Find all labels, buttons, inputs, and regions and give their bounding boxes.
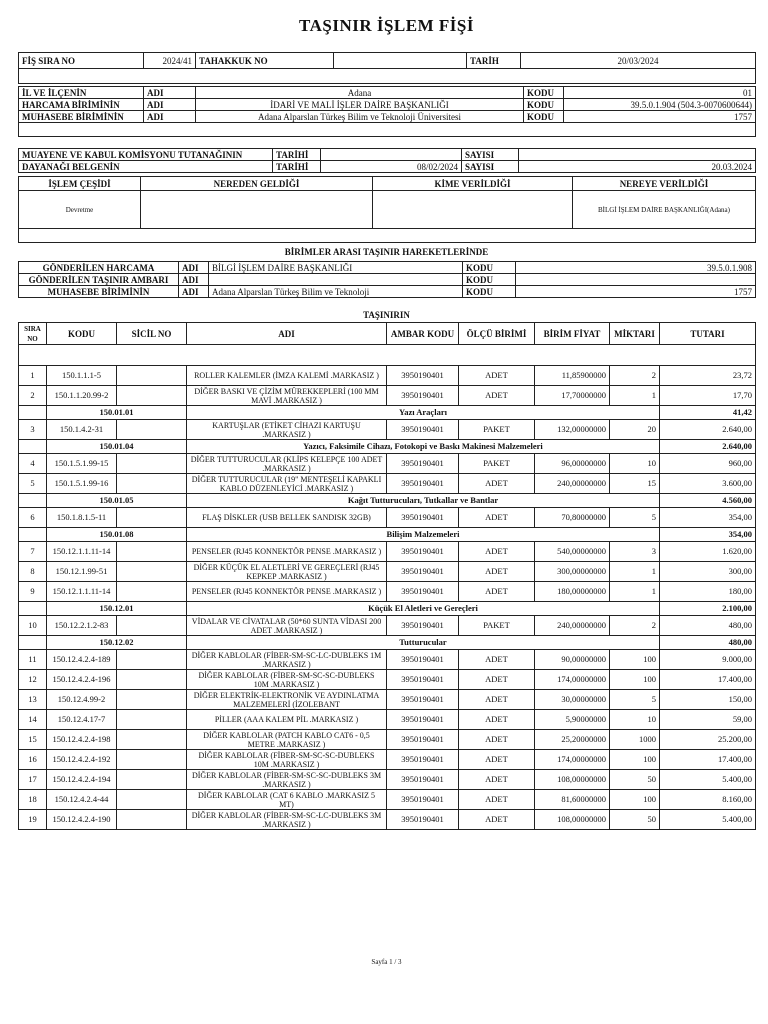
item-price: 17,70000000	[535, 386, 610, 406]
item-row	[19, 474, 756, 494]
item-ambar: 3950190401	[387, 710, 459, 730]
item-row	[19, 770, 756, 790]
islem-cesidi-label: İŞLEM ÇEŞİDİ	[19, 177, 141, 191]
subtotal-code: 150.01.05	[47, 494, 187, 508]
header-table	[18, 52, 756, 84]
item-qty: 2	[610, 366, 660, 386]
item-code: 150.12.4.17-7	[47, 710, 117, 730]
item-price: 300,00000000	[535, 562, 610, 582]
item-unit: ADET	[459, 474, 535, 494]
item-code: 150.12.1.1.11-14	[47, 542, 117, 562]
item-ambar: 3950190401	[387, 810, 459, 830]
item-unit: ADET	[459, 582, 535, 602]
dayanagi-sayisi: 20.03.2024	[519, 161, 756, 173]
item-code: 150.12.1.1.11-14	[47, 582, 117, 602]
nereden-label: NEREDEN GELDİĞİ	[141, 177, 373, 191]
harcama-kodu: 39.5.0.1.904 (504.3-0070600644)	[564, 99, 756, 111]
item-price: 30,00000000	[535, 690, 610, 710]
item-price: 540,00000000	[535, 542, 610, 562]
item-price: 132,00000000	[535, 420, 610, 440]
item-name: PENSELER (RJ45 KONNEKTÖR PENSE .MARKASIZ )	[187, 542, 387, 562]
item-row	[19, 790, 756, 810]
item-row	[19, 616, 756, 636]
subtotal-code: 150.12.02	[47, 636, 187, 650]
item-qty: 1	[610, 562, 660, 582]
gonderilen-ambar-kodu	[516, 274, 756, 286]
item-qty: 1000	[610, 730, 660, 750]
item-price: 96,00000000	[535, 454, 610, 474]
dayanagi-sayisi-label: SAYISI	[462, 161, 519, 173]
item-sicil	[117, 366, 187, 386]
item-sicil	[117, 616, 187, 636]
item-no: 16	[19, 750, 47, 770]
item-name: KARTUŞLAR (ETİKET CİHAZI KARTUŞU .MARKASIZ )	[187, 420, 387, 440]
col-kodu: KODU	[47, 323, 117, 345]
subtotal-row	[19, 494, 756, 508]
item-sicil	[117, 582, 187, 602]
item-row	[19, 810, 756, 830]
dayanagi-tarihi-label: TARİHİ	[273, 161, 321, 173]
subtotal-label: Kağıt Tutturucuları, Tutkallar ve Bantlar	[187, 494, 660, 508]
item-no: 3	[19, 420, 47, 440]
item-name: DİĞER KABLOLAR (CAT 6 KABLO .MARKASIZ 5 MT)	[187, 790, 387, 810]
item-row	[19, 670, 756, 690]
item-ambar: 3950190401	[387, 542, 459, 562]
item-total: 8.160,00	[660, 790, 756, 810]
item-ambar: 3950190401	[387, 790, 459, 810]
item-code: 150.12.4.2.4-198	[47, 730, 117, 750]
subtotal-row	[19, 406, 756, 420]
item-code: 150.12.4.2.4-196	[47, 670, 117, 690]
transfer-section-title: BİRİMLER ARASI TAŞINIR HAREKETLERİNDE	[284, 247, 489, 257]
item-price: 174,00000000	[535, 750, 610, 770]
item-sicil	[117, 690, 187, 710]
item-total: 300,00	[660, 562, 756, 582]
il-kodu-label: KODU	[524, 87, 564, 99]
col-tutar: TUTARI	[660, 323, 756, 345]
muhasebe-kodu: 1757	[564, 111, 756, 123]
transfer-muhasebe-adi-label: ADI	[179, 286, 209, 298]
subtotal-spacer	[19, 406, 47, 420]
subtotal-code: 150.01.04	[47, 440, 187, 454]
item-name: DİĞER TUTTURUCULAR (19" MENTEŞELİ KAPAKLI KABLO DÜZENLEYİCİ .MARKASIZ )	[187, 474, 387, 494]
item-name: DİĞER ELEKTRİK-ELEKTRONİK VE AYDINLATMA MALZEMELERİ (İZOLEBANT	[187, 690, 387, 710]
nereden-geldigi	[141, 191, 373, 229]
item-total: 180,00	[660, 582, 756, 602]
item-price: 81,60000000	[535, 790, 610, 810]
item-row	[19, 454, 756, 474]
item-total: 9.000,00	[660, 650, 756, 670]
item-name: VİDALAR VE CİVATALAR (50*60 SUNTA VİDASI 200 ADET .MARKASIZ )	[187, 616, 387, 636]
item-price: 174,00000000	[535, 670, 610, 690]
item-unit: PAKET	[459, 420, 535, 440]
item-total: 23,72	[660, 366, 756, 386]
gonderilen-harcama-label: GÖNDERİLEN HARCAMA	[19, 262, 179, 274]
spacer-row	[19, 229, 756, 243]
item-unit: ADET	[459, 670, 535, 690]
item-name: DİĞER TUTTURUCULAR (KLİPS KELEPÇE 100 ADET .MARKASIZ )	[187, 454, 387, 474]
item-name: PİLLER (AAA KALEM PİL .MARKASIZ )	[187, 710, 387, 730]
gonderilen-harcama-kodu: 39.5.0.1.908	[516, 262, 756, 274]
subtotal-row	[19, 602, 756, 616]
item-price: 70,80000000	[535, 508, 610, 528]
item-sicil	[117, 542, 187, 562]
il-label: İL VE İLÇENİN	[19, 87, 144, 99]
item-code: 150.1.5.1.99-15	[47, 454, 117, 474]
item-unit: ADET	[459, 810, 535, 830]
item-ambar: 3950190401	[387, 366, 459, 386]
item-price: 25,20000000	[535, 730, 610, 750]
item-row	[19, 542, 756, 562]
gonderilen-ambar-label: GÖNDERİLEN TAŞINIR AMBARI	[19, 274, 179, 286]
subtotal-spacer	[19, 636, 47, 650]
kime-label: KİME VERİLDİĞİ	[373, 177, 573, 191]
muhasebe-label: MUHASEBE BİRİMİNİN	[19, 111, 144, 123]
subtotal-spacer	[19, 528, 47, 542]
item-code: 150.12.4.2.4-44	[47, 790, 117, 810]
item-row	[19, 582, 756, 602]
item-no: 15	[19, 730, 47, 750]
item-total: 17.400,00	[660, 670, 756, 690]
item-sicil	[117, 730, 187, 750]
item-qty: 10	[610, 710, 660, 730]
item-unit: ADET	[459, 562, 535, 582]
item-name: DİĞER KABLOLAR (FİBER-SM-SC-SC-DUBLEKS 10M .MARKASIZ )	[187, 670, 387, 690]
item-no: 19	[19, 810, 47, 830]
item-ambar: 3950190401	[387, 616, 459, 636]
item-no: 4	[19, 454, 47, 474]
nereye-label: NEREYE VERİLDİĞİ	[573, 177, 756, 191]
harcama-adi-label: ADI	[144, 99, 196, 111]
fis-sira-no: 2024/41	[144, 53, 196, 69]
item-price: 240,00000000	[535, 474, 610, 494]
item-qty: 50	[610, 770, 660, 790]
subtotal-row	[19, 440, 756, 454]
item-ambar: 3950190401	[387, 770, 459, 790]
item-qty: 3	[610, 542, 660, 562]
dayanagi-label: DAYANAĞI BELGENİN	[19, 161, 273, 173]
form-title: TAŞINIR İŞLEM FİŞİ	[299, 16, 474, 35]
item-no: 17	[19, 770, 47, 790]
item-total: 480,00	[660, 616, 756, 636]
subtotal-code: 150.01.08	[47, 528, 187, 542]
item-no: 14	[19, 710, 47, 730]
muayene-sayisi-label: SAYISI	[462, 149, 519, 161]
item-ambar: 3950190401	[387, 562, 459, 582]
item-ambar: 3950190401	[387, 730, 459, 750]
item-qty: 1	[610, 582, 660, 602]
item-qty: 2	[610, 616, 660, 636]
item-code: 150.12.4.2.4-192	[47, 750, 117, 770]
subtotal-label: Bilişim Malzemeleri	[187, 528, 660, 542]
units-table	[18, 86, 756, 137]
item-name: DİĞER KABLOLAR (FİBER-SM-SC-LC-DUBLEKS 1M .MARKASIZ )	[187, 650, 387, 670]
page-footer: Sayfa 1 / 3	[371, 958, 402, 966]
item-sicil	[117, 670, 187, 690]
item-qty: 20	[610, 420, 660, 440]
item-sicil	[117, 508, 187, 528]
subtotal-label: Yazıcı, Faksimile Cihazı, Fotokopi ve Baskı Makinesi Malzemeleri	[187, 440, 660, 454]
item-name: DİĞER BASKI VE ÇİZİM MÜREKKEPLERİ (100 MM MAVİ .MARKASIZ )	[187, 386, 387, 406]
item-total: 17,70	[660, 386, 756, 406]
item-no: 11	[19, 650, 47, 670]
item-total: 960,00	[660, 454, 756, 474]
item-total: 3.600,00	[660, 474, 756, 494]
item-code: 150.12.2.1.2-83	[47, 616, 117, 636]
item-qty: 1	[610, 386, 660, 406]
harcama-kodu-label: KODU	[524, 99, 564, 111]
items-body	[19, 366, 756, 830]
item-unit: ADET	[459, 366, 535, 386]
muayene-label: MUAYENE VE KABUL KOMİSYONU TUTANAĞININ	[19, 149, 273, 161]
transfer-muhasebe-label: MUHASEBE BİRİMİNİN	[19, 286, 179, 298]
item-price: 5,90000000	[535, 710, 610, 730]
item-ambar: 3950190401	[387, 750, 459, 770]
dayanagi-tarihi: 08/02/2024	[321, 161, 462, 173]
item-name: DİĞER KABLOLAR (FİBER-SM-SC-LC-DUBLEKS 3M .MARKASIZ )	[187, 810, 387, 830]
item-unit: ADET	[459, 650, 535, 670]
item-sicil	[117, 562, 187, 582]
subtotal-code: 150.12.01	[47, 602, 187, 616]
item-sicil	[117, 750, 187, 770]
item-unit: ADET	[459, 542, 535, 562]
tahakkuk-no-label: TAHAKKUK NO	[196, 53, 334, 69]
item-sicil	[117, 790, 187, 810]
item-code: 150.12.4.2.4-189	[47, 650, 117, 670]
item-total: 1.620,00	[660, 542, 756, 562]
gonderilen-ambar-kodu-label: KODU	[463, 274, 516, 286]
spacer-row	[19, 123, 756, 137]
col-olcu: ÖLÇÜ BİRİMİ	[459, 323, 535, 345]
item-unit: ADET	[459, 790, 535, 810]
subtotal-row	[19, 636, 756, 650]
items-section-title: TAŞINIRIN	[363, 310, 410, 320]
item-row	[19, 750, 756, 770]
col-fiyat: BİRİM FİYAT	[535, 323, 610, 345]
islem-cesidi: Devretme	[19, 191, 141, 229]
item-row	[19, 730, 756, 750]
item-code: 150.12.1.99-51	[47, 562, 117, 582]
item-name: DİĞER KABLOLAR (FİBER-SM-SC-SC-DUBLEKS 10M .MARKASIZ )	[187, 750, 387, 770]
item-qty: 100	[610, 670, 660, 690]
item-sicil	[117, 454, 187, 474]
item-code: 150.1.4.2-31	[47, 420, 117, 440]
item-ambar: 3950190401	[387, 454, 459, 474]
subtotal-row	[19, 528, 756, 542]
kime-verildigi	[373, 191, 573, 229]
tahakkuk-no	[334, 53, 467, 69]
subtotal-spacer	[19, 602, 47, 616]
item-price: 108,00000000	[535, 770, 610, 790]
item-ambar: 3950190401	[387, 690, 459, 710]
item-name: DİĞER KÜÇÜK EL ALETLERİ VE GEREÇLERİ (RJ45 KEPKEP .MARKASIZ )	[187, 562, 387, 582]
item-price: 180,00000000	[535, 582, 610, 602]
items-table	[18, 322, 756, 830]
item-ambar: 3950190401	[387, 386, 459, 406]
il-adi-label: ADI	[144, 87, 196, 99]
item-ambar: 3950190401	[387, 582, 459, 602]
item-no: 6	[19, 508, 47, 528]
item-qty: 100	[610, 650, 660, 670]
gonderilen-ambar-adi	[209, 274, 463, 286]
item-ambar: 3950190401	[387, 670, 459, 690]
item-price: 108,00000000	[535, 810, 610, 830]
item-ambar: 3950190401	[387, 474, 459, 494]
item-total: 17.400,00	[660, 750, 756, 770]
item-unit: PAKET	[459, 454, 535, 474]
nereye-verildigi: BİLGİ İŞLEM DAİRE BAŞKANLIĞI(Adana)	[573, 191, 756, 229]
item-no: 13	[19, 690, 47, 710]
item-code: 150.12.4.2.4-190	[47, 810, 117, 830]
item-name: DİĞER KABLOLAR (FİBER-SM-SC-SC-DUBLEKS 3M .MARKASIZ )	[187, 770, 387, 790]
muhasebe-adi: Adana Alparslan Türkeş Bilim ve Teknoloji Üniversitesi	[196, 111, 524, 123]
item-unit: ADET	[459, 750, 535, 770]
harcama-adi: İDARİ VE MALİ İŞLER DAİRE BAŞKANLIĞI	[196, 99, 524, 111]
item-qty: 100	[610, 750, 660, 770]
item-no: 8	[19, 562, 47, 582]
item-no: 18	[19, 790, 47, 810]
item-unit: ADET	[459, 690, 535, 710]
item-sicil	[117, 474, 187, 494]
blank-row	[19, 345, 756, 366]
item-no: 5	[19, 474, 47, 494]
item-code: 150.12.4.99-2	[47, 690, 117, 710]
item-ambar: 3950190401	[387, 420, 459, 440]
subtotal-label: Tutturucular	[187, 636, 660, 650]
col-sira: SIRA NO	[19, 323, 47, 345]
harcama-label: HARCAMA BİRİMİNİN	[19, 99, 144, 111]
item-price: 11,85900000	[535, 366, 610, 386]
item-no: 2	[19, 386, 47, 406]
muhasebe-kodu-label: KODU	[524, 111, 564, 123]
gonderilen-ambar-adi-label: ADI	[179, 274, 209, 286]
col-ambar: AMBAR KODU	[387, 323, 459, 345]
il-kodu: 01	[564, 87, 756, 99]
muayene-tarihi-label: TARİHİ	[273, 149, 321, 161]
item-qty: 5	[610, 690, 660, 710]
item-code: 150.1.1.20.99-2	[47, 386, 117, 406]
item-total: 2.640,00	[660, 420, 756, 440]
item-no: 12	[19, 670, 47, 690]
col-adi: ADI	[187, 323, 387, 345]
transfer-muhasebe-kodu: 1757	[516, 286, 756, 298]
item-qty: 100	[610, 790, 660, 810]
item-sicil	[117, 386, 187, 406]
gonderilen-harcama-kodu-label: KODU	[463, 262, 516, 274]
subtotal-amount: 4.560,00	[660, 494, 756, 508]
subtotal-amount: 480,00	[660, 636, 756, 650]
col-sicil: SİCİL NO	[117, 323, 187, 345]
item-price: 90,00000000	[535, 650, 610, 670]
muhasebe-adi-label: ADI	[144, 111, 196, 123]
subtotal-code: 150.01.01	[47, 406, 187, 420]
item-sicil	[117, 650, 187, 670]
item-code: 150.1.5.1.99-16	[47, 474, 117, 494]
item-name: ROLLER KALEMLER (İMZA KALEMİ .MARKASIZ )	[187, 366, 387, 386]
spacer-row	[19, 69, 756, 84]
item-sicil	[117, 420, 187, 440]
item-sicil	[117, 710, 187, 730]
item-row	[19, 508, 756, 528]
refs-table	[18, 148, 756, 173]
subtotal-amount: 2.100,00	[660, 602, 756, 616]
tarih: 20/03/2024	[521, 53, 756, 69]
subtotal-spacer	[19, 494, 47, 508]
item-name: FLAŞ DİSKLER (USB BELLEK SANDISK 32GB)	[187, 508, 387, 528]
item-unit: ADET	[459, 710, 535, 730]
tarih-label: TARİH	[467, 53, 521, 69]
item-row	[19, 562, 756, 582]
transfer-muhasebe-kodu-label: KODU	[463, 286, 516, 298]
item-total: 5.400,00	[660, 770, 756, 790]
col-miktar: MİKTARI	[610, 323, 660, 345]
item-unit: ADET	[459, 770, 535, 790]
item-ambar: 3950190401	[387, 650, 459, 670]
item-ambar: 3950190401	[387, 508, 459, 528]
fis-sira-no-label: FİŞ SIRA NO	[19, 53, 144, 69]
item-no: 7	[19, 542, 47, 562]
subtotal-label: Yazı Araçları	[187, 406, 660, 420]
gonderilen-harcama-adi-label: ADI	[179, 262, 209, 274]
item-name: DİĞER KABLOLAR (PATCH KABLO CAT6 - 0,5 METRE .MARKASIZ )	[187, 730, 387, 750]
item-total: 354,00	[660, 508, 756, 528]
item-total: 5.400,00	[660, 810, 756, 830]
item-code: 150.1.8.1.5-11	[47, 508, 117, 528]
item-row	[19, 650, 756, 670]
transfer-muhasebe-adi: Adana Alparslan Türkeş Bilim ve Teknoloji	[209, 286, 463, 298]
subtotal-spacer	[19, 440, 47, 454]
transfer-table	[18, 261, 756, 298]
subtotal-label: Küçük El Aletleri ve Gereçleri	[187, 602, 660, 616]
item-name: PENSELER (RJ45 KONNEKTÖR PENSE .MARKASIZ )	[187, 582, 387, 602]
item-no: 9	[19, 582, 47, 602]
il-adi: Adana	[196, 87, 524, 99]
item-qty: 5	[610, 508, 660, 528]
item-unit: ADET	[459, 730, 535, 750]
item-row	[19, 420, 756, 440]
item-unit: ADET	[459, 508, 535, 528]
item-qty: 15	[610, 474, 660, 494]
item-total: 25.200,00	[660, 730, 756, 750]
item-row	[19, 386, 756, 406]
item-code: 150.12.4.2.4-194	[47, 770, 117, 790]
item-qty: 10	[610, 454, 660, 474]
item-price: 240,00000000	[535, 616, 610, 636]
islem-table	[18, 176, 756, 243]
item-total: 150,00	[660, 690, 756, 710]
item-row	[19, 710, 756, 730]
subtotal-amount: 2.640,00	[660, 440, 756, 454]
item-code: 150.1.1.1-5	[47, 366, 117, 386]
item-no: 1	[19, 366, 47, 386]
gonderilen-harcama-adi: BİLGİ İŞLEM DAİRE BAŞKANLIĞI	[209, 262, 463, 274]
item-unit: PAKET	[459, 616, 535, 636]
item-sicil	[117, 770, 187, 790]
item-total: 59,00	[660, 710, 756, 730]
item-qty: 50	[610, 810, 660, 830]
item-no: 10	[19, 616, 47, 636]
item-row	[19, 366, 756, 386]
muayene-sayisi	[519, 149, 756, 161]
item-row	[19, 690, 756, 710]
item-sicil	[117, 810, 187, 830]
subtotal-amount: 354,00	[660, 528, 756, 542]
subtotal-amount: 41,42	[660, 406, 756, 420]
muayene-tarihi	[321, 149, 462, 161]
item-unit: ADET	[459, 386, 535, 406]
